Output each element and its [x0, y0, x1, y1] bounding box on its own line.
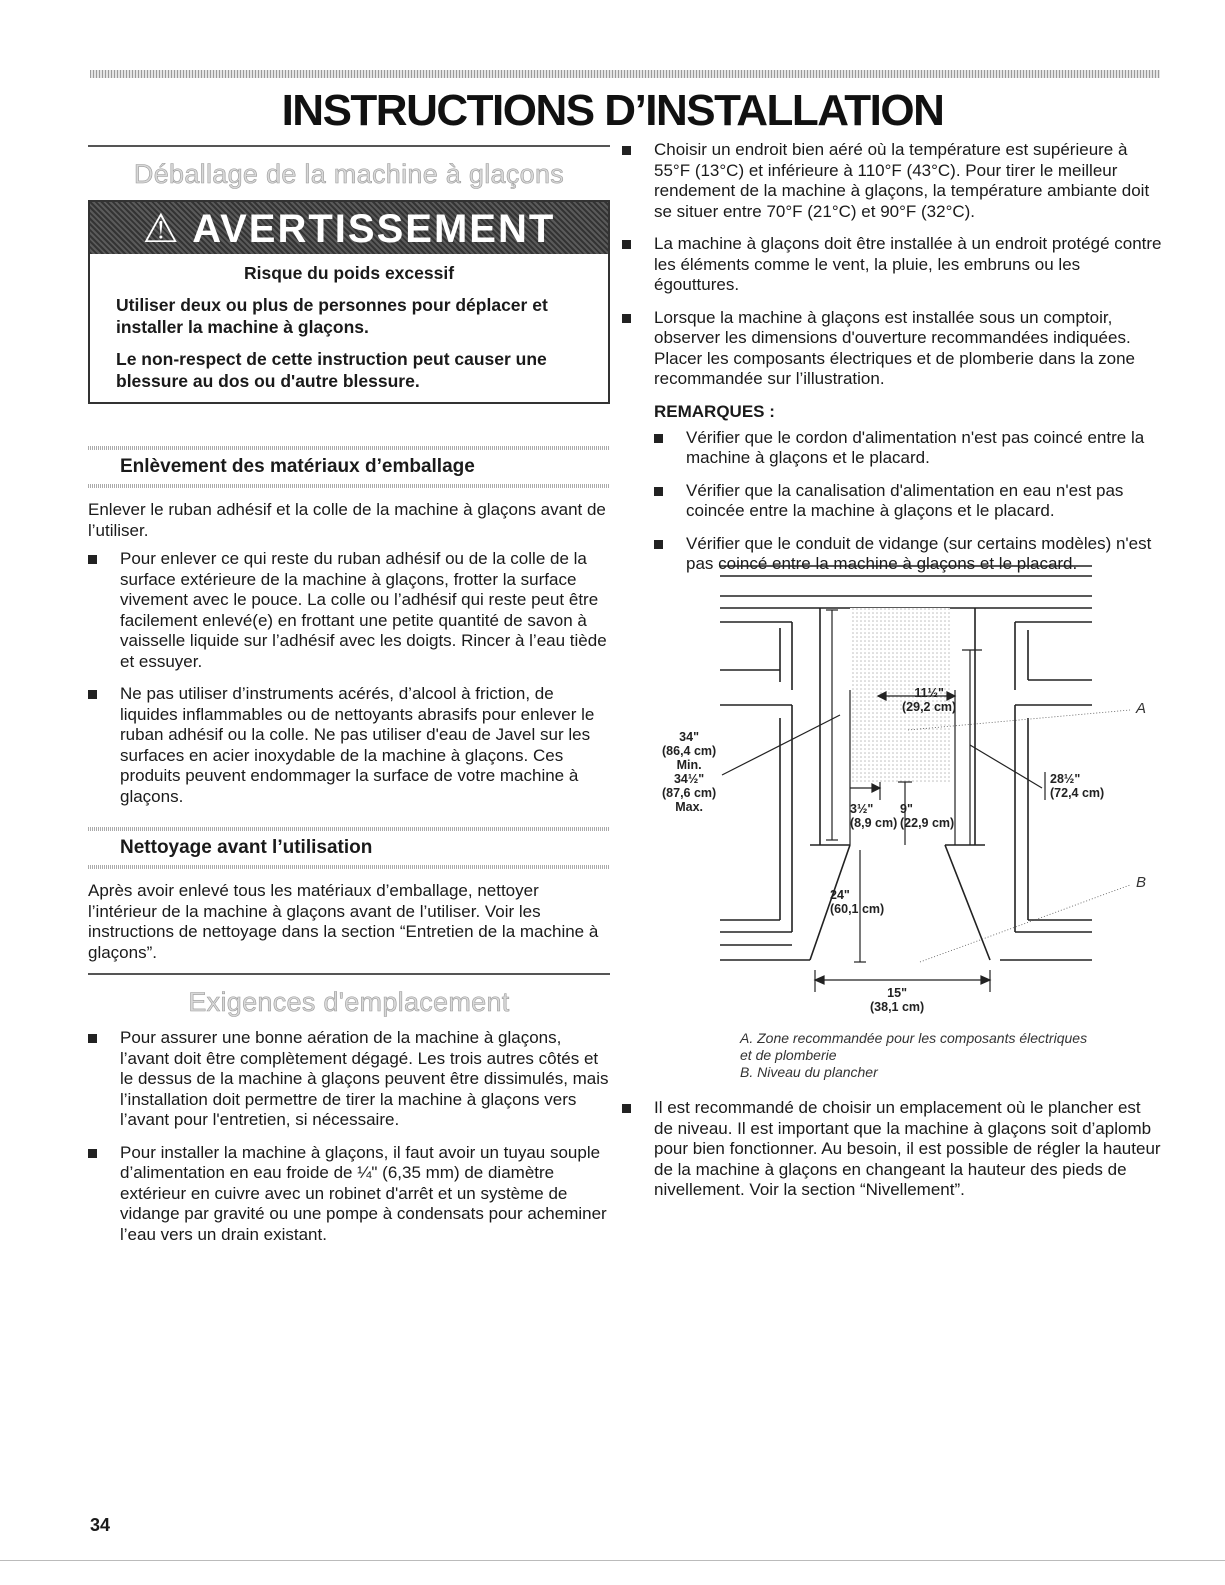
location-bullets	[88, 1028, 610, 1245]
dotted-rule	[88, 865, 610, 869]
dim-zone-height	[1050, 772, 1104, 800]
dim-depth-in: 24"	[830, 888, 850, 902]
list-item: Lorsque la machine à glaçons est installée sous un comptoir, observer les dimensions d'ouverture recommandées indiquées. Placer les composants électriques et de plomberie dans la zone recommandée sur l’illustration.	[622, 308, 1162, 390]
dotted-rule	[88, 484, 610, 488]
subsection-cleaning	[88, 827, 610, 869]
list-item: Pour assurer une bonne aération de la machine à glaçons, l’avant doit être complètement dégagé. Les trois autres côtés et le dessus de la machine à glaçons peuvent être dissimulés, mais l’installation doit permettre de tirer la machine à glaçons vers l’avant pour l'entretien, si nécessaire.	[88, 1028, 610, 1131]
list-item: Ne pas utiliser d’instruments acérés, d’alcool à friction, de liquides inflammables ou de nettoyants abrasifs pour enlever le ruban adhésif ou la colle. Ne pas utiliser d'eau de Javel sur les surfaces en acier inoxydable de la machine à glaçons. Ces produits peuvent endommager la surface de votre machine à glaçons.	[88, 684, 610, 807]
label-a: A	[1136, 700, 1147, 717]
warning-body	[90, 254, 608, 402]
list-item: Choisir un endroit bien aéré où la température est supérieure à 55°F (13°C) et inférieure à 110°F (43°C). Pour tirer le meilleur rendement de la machine à glaçons, la température ambiante doit se situer entre 70°F (21°C) et 90°F (32°C).	[622, 140, 1162, 222]
dim-width-in: 15"	[887, 986, 908, 1000]
caption-a: A. Zone recommandée pour les composants électriques et de plomberie	[740, 1030, 1088, 1063]
warning-subtitle: Risque du poids excessif	[243, 263, 455, 283]
warning-line-2: Le non-respect de cette instruction peut causer une blessure au dos ou d'autre blessure.	[116, 349, 547, 391]
subsection-packaging	[88, 446, 610, 488]
list-item: Vérifier que le conduit de vidange (sur certains modèles) n'est pas coincé entre la machine à glaçons et le placard.	[654, 534, 1162, 575]
warning-line-1: Utiliser deux ou plus de personnes pour déplacer et installer la machine à glaçons.	[116, 295, 548, 337]
dim-height	[662, 730, 716, 814]
packaging-intro: Enlever le ruban adhésif et la colle de la machine à glaçons avant de l’utiliser.	[88, 500, 606, 540]
dim-small-width	[850, 802, 897, 830]
label-b: B	[1136, 874, 1147, 891]
dim-zone-width-in: 11½"	[914, 686, 944, 700]
dim-small-height-cm: (22,9 cm)	[900, 816, 955, 830]
installation-diagram	[662, 560, 1170, 1014]
dim-zone-height-cm: (72,4 cm)	[1050, 786, 1105, 800]
packaging-bullets	[88, 549, 610, 807]
section-rule	[88, 145, 610, 147]
dim-depth-cm: (60,1 cm)	[830, 902, 885, 916]
cleaning-text: Après avoir enlevé tous les matériaux d’emballage, nettoyer l’intérieur de la machine à glaçons avant de l’utiliser. Voir les instructions de nettoyage dans la section “Entretien de la machine à glaçons”.	[88, 881, 599, 962]
floor-level-section	[622, 1098, 1162, 1213]
section-heading-unpacking: Déballage de la machine à glaçons	[133, 159, 565, 189]
remarks-label: REMARQUES :	[654, 401, 775, 421]
warning-header	[90, 202, 608, 254]
subsection-heading-packaging: Enlèvement des matériaux d’emballage	[120, 456, 475, 477]
dim-height-min-in: 34"	[679, 730, 700, 744]
list-item: Pour enlever ce qui reste du ruban adhésif ou de la colle de la surface extérieure de la machine à glaçons, frotter la surface vivement avec le pouce. La colle ou l’adhésif qui reste peut être facilement enlevé(e) en frottant une petite quantité de savon à vaisselle liquide sur l’adhésif avec les doigts. Rincer à l’eau tiède et essuyer.	[88, 549, 610, 672]
list-item: Vérifier que la canalisation d'alimentation en eau n'est pas coincée entre la machine à glaçons et le placard.	[654, 481, 1162, 522]
dim-small-height-in: 9"	[900, 802, 913, 816]
dim-height-max-cm: (87,6 cm)	[662, 786, 717, 800]
page-number: 34	[90, 1515, 111, 1535]
section-rule	[88, 973, 610, 975]
dim-zone-width-cm: (29,2 cm)	[902, 700, 957, 714]
right-column	[622, 140, 1162, 587]
dim-height-max-label: Max.	[675, 800, 703, 814]
list-item: Vérifier que le cordon d'alimentation n'est pas coincé entre la machine à glaçons et le placard.	[654, 428, 1162, 469]
remarks-bullets	[622, 428, 1162, 575]
top-decorative-bar	[90, 70, 1160, 78]
left-column	[88, 145, 610, 1257]
dim-width-cm: (38,1 cm)	[870, 1000, 925, 1014]
diagram-caption	[740, 1030, 1100, 1081]
warning-triangle-icon: ⚠	[142, 207, 181, 251]
dim-height-max-in: 34½"	[673, 772, 705, 786]
floor-level-bullets	[622, 1098, 1162, 1201]
right-bullets	[622, 140, 1162, 390]
dim-small-width-in: 3½"	[850, 802, 874, 816]
subsection-heading-cleaning: Nettoyage avant l’utilisation	[120, 837, 373, 858]
dim-depth	[830, 888, 884, 916]
dim-height-min-cm: (86,4 cm)	[662, 744, 717, 758]
warning-title: AVERTISSEMENT	[192, 207, 556, 251]
list-item: La machine à glaçons doit être installée à un endroit protégé contre les éléments comme le vent, la pluie, les embruns ou les égouttures.	[622, 234, 1162, 296]
dim-width	[870, 986, 924, 1014]
section-heading-location: Exigences d'emplacement	[188, 987, 510, 1017]
dim-zone-height-in: 28½"	[1050, 772, 1081, 786]
dim-zone-width	[902, 686, 956, 714]
caption-b: B. Niveau du plancher	[740, 1064, 878, 1080]
list-item: Il est recommandé de choisir un emplacement où le plancher est de niveau. Il est important que la machine à glaçons soit d’aplomb pour bien fonctionner. Au besoin, il est possible de régler la hauteur de la machine à glaçons en changeant la hauteur des pieds de nivellement. Voir la section “Nivellement”.	[622, 1098, 1162, 1201]
bottom-rule	[0, 1560, 1225, 1561]
dim-small-height	[900, 802, 954, 830]
list-item: Pour installer la machine à glaçons, il faut avoir un tuyau souple d’alimentation en eau froide de ¼" (6,35 mm) de diamètre extérieur en cuivre avec un robinet d'arrêt et un système de vidange par gravité ou une pompe à condensats pour acheminer l’eau vers un drain existant.	[88, 1143, 610, 1246]
dim-small-width-cm: (8,9 cm)	[850, 816, 898, 830]
warning-box	[88, 200, 610, 404]
page-title: INSTRUCTIONS D’INSTALLATION	[281, 86, 944, 135]
dim-height-min-label: Min.	[676, 758, 702, 772]
